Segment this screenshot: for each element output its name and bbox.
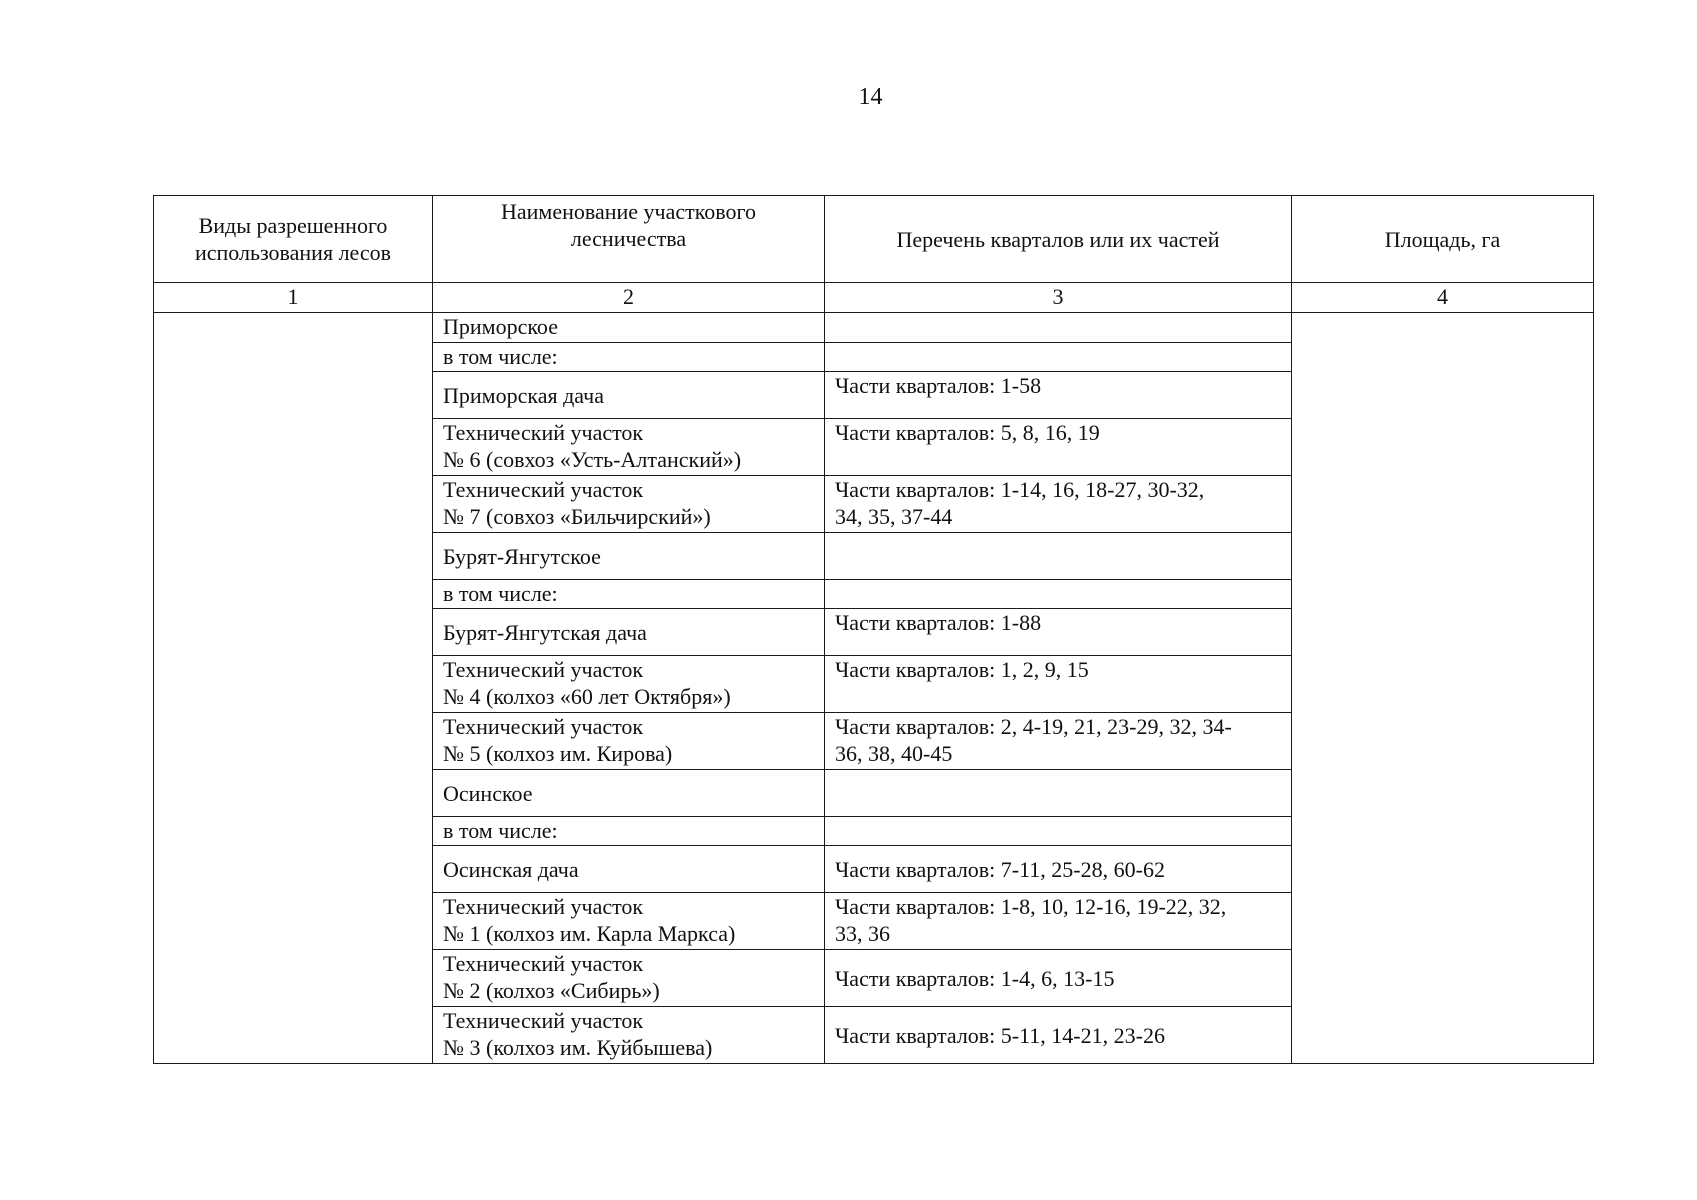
forestry-name-cell: Технический участок № 5 (колхоз им. Кирова)	[433, 713, 825, 770]
forestry-name-cell: Технический участок № 7 (совхоз «Бильчирский»)	[433, 476, 825, 533]
column-number: 2	[433, 283, 825, 313]
forestry-name-cell: Технический участок № 4 (колхоз «60 лет Октября»)	[433, 656, 825, 713]
table-header-row	[154, 196, 1594, 283]
page-number: 14	[858, 84, 883, 110]
header-quarters-list: Перечень кварталов или их частей	[825, 196, 1292, 283]
forestry-name-cell: Технический участок № 2 (колхоз «Сибирь»)	[433, 950, 825, 1007]
column-number: 4	[1292, 283, 1594, 313]
table-row	[154, 313, 1594, 343]
header-area: Площадь, га	[1292, 196, 1594, 283]
usage-type-cell	[154, 313, 433, 1064]
quarters-cell	[825, 770, 1292, 817]
column-number: 1	[154, 283, 433, 313]
quarters-cell: Части кварталов: 7-11, 25-28, 60-62	[825, 846, 1292, 893]
header-forestry-name: Наименование участкового лесничества	[433, 196, 825, 283]
quarters-cell: Части кварталов: 1, 2, 9, 15	[825, 656, 1292, 713]
forestry-name-cell: Бурят-Янгутское	[433, 533, 825, 580]
quarters-cell: Части кварталов: 5-11, 14-21, 23-26	[825, 1007, 1292, 1064]
forestry-name-cell: Осинская дача	[433, 846, 825, 893]
quarters-cell	[825, 533, 1292, 580]
column-number: 3	[825, 283, 1292, 313]
quarters-cell	[825, 313, 1292, 343]
forestry-name-cell: Осинское	[433, 770, 825, 817]
area-cell	[1292, 313, 1594, 1064]
quarters-cell	[825, 343, 1292, 372]
forestry-name-cell: в том числе:	[433, 343, 825, 372]
quarters-cell: Части кварталов: 1-88	[825, 609, 1292, 656]
quarters-cell	[825, 580, 1292, 609]
forestry-name-cell: Приморское	[433, 313, 825, 343]
forest-usage-table	[153, 195, 1594, 1064]
quarters-cell: Части кварталов: 1-8, 10, 12-16, 19-22, 32, 33, 36	[825, 893, 1292, 950]
forestry-name-cell: Технический участок № 3 (колхоз им. Куйбышева)	[433, 1007, 825, 1064]
forestry-name-cell: в том числе:	[433, 817, 825, 846]
forestry-name-cell: Технический участок № 6 (совхоз «Усть-Алтанский»)	[433, 419, 825, 476]
quarters-cell: Части кварталов: 5, 8, 16, 19	[825, 419, 1292, 476]
forestry-name-cell: Приморская дача	[433, 372, 825, 419]
quarters-cell: Части кварталов: 1-14, 16, 18-27, 30-32, 34, 35, 37-44	[825, 476, 1292, 533]
quarters-cell: Части кварталов: 1-4, 6, 13-15	[825, 950, 1292, 1007]
forestry-name-cell: Бурят-Янгутская дача	[433, 609, 825, 656]
forestry-name-cell: в том числе:	[433, 580, 825, 609]
header-usage-type: Виды разрешенного использования лесов	[154, 196, 433, 283]
quarters-cell: Части кварталов: 2, 4-19, 21, 23-29, 32, 34- 36, 38, 40-45	[825, 713, 1292, 770]
quarters-cell	[825, 817, 1292, 846]
quarters-cell: Части кварталов: 1-58	[825, 372, 1292, 419]
column-number-row	[154, 283, 1594, 313]
forestry-name-cell: Технический участок № 1 (колхоз им. Карла Маркса)	[433, 893, 825, 950]
